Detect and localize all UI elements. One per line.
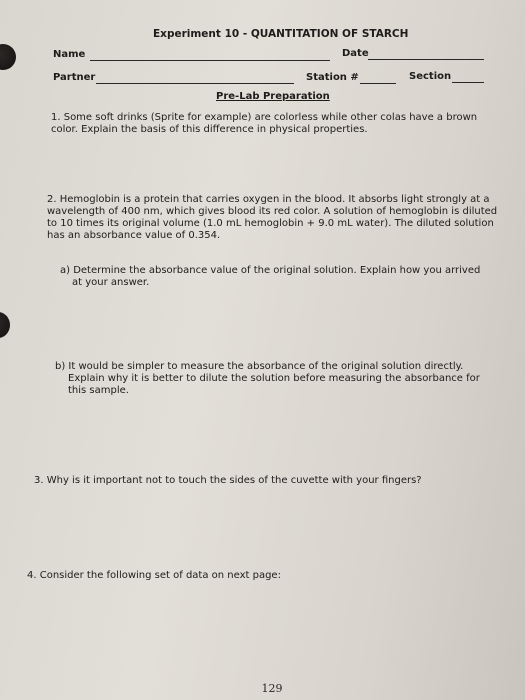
page-number: 129 (261, 682, 283, 695)
section-label: Section (409, 71, 452, 82)
date-label: Date (342, 48, 369, 59)
question-2a-line: at your answer. (72, 277, 150, 288)
question-1 (51, 112, 477, 136)
name-blank[interactable] (90, 60, 330, 61)
question-4: 4. Consider the following set of data on next page: (27, 570, 281, 581)
question-2-line: has an absorbance value of 0.354. (47, 230, 221, 241)
station-blank[interactable] (360, 83, 396, 84)
date-blank[interactable] (368, 59, 484, 60)
prelab-heading: Pre-Lab Preparation (216, 91, 330, 102)
question-2a (60, 265, 480, 289)
partner-blank[interactable] (96, 83, 294, 84)
question-2-line: 2. Hemoglobin is a protein that carries oxygen in the blood. It absorbs light strongly at a (47, 194, 490, 205)
question-1-line: 1. Some soft drinks (Sprite for example) are colorless while other colas have a brown (51, 112, 478, 123)
name-label: Name (53, 49, 86, 60)
section-blank[interactable] (452, 82, 484, 83)
question-2-line: wavelength of 400 nm, which gives blood its red color. A solution of hemoglobin is diluted (47, 206, 498, 217)
question-2 (47, 194, 497, 242)
question-2b-line: this sample. (68, 385, 129, 396)
question-1-line: color. Explain the basis of this difference in physical properties. (51, 124, 368, 135)
binder-hole (0, 44, 16, 70)
question-3: 3. Why is it important not to touch the sides of the cuvette with your fingers? (34, 475, 422, 486)
partner-label: Partner (53, 72, 96, 83)
page-title: Experiment 10 - QUANTITATION OF STARCH (153, 28, 409, 40)
question-2a-line: a) Determine the absorbance value of the original solution. Explain how you arrived (60, 265, 481, 276)
question-2-line: to 10 times its original volume (1.0 mL hemoglobin + 9.0 mL water). The diluted solution (47, 218, 494, 229)
binder-hole (0, 312, 10, 338)
station-label: Station # (306, 72, 359, 83)
question-2b-line: b) It would be simpler to measure the absorbance of the original solution directly. (55, 361, 464, 372)
question-2b-line: Explain why it is better to dilute the solution before measuring the absorbance for (68, 373, 480, 384)
question-2b (55, 361, 480, 397)
